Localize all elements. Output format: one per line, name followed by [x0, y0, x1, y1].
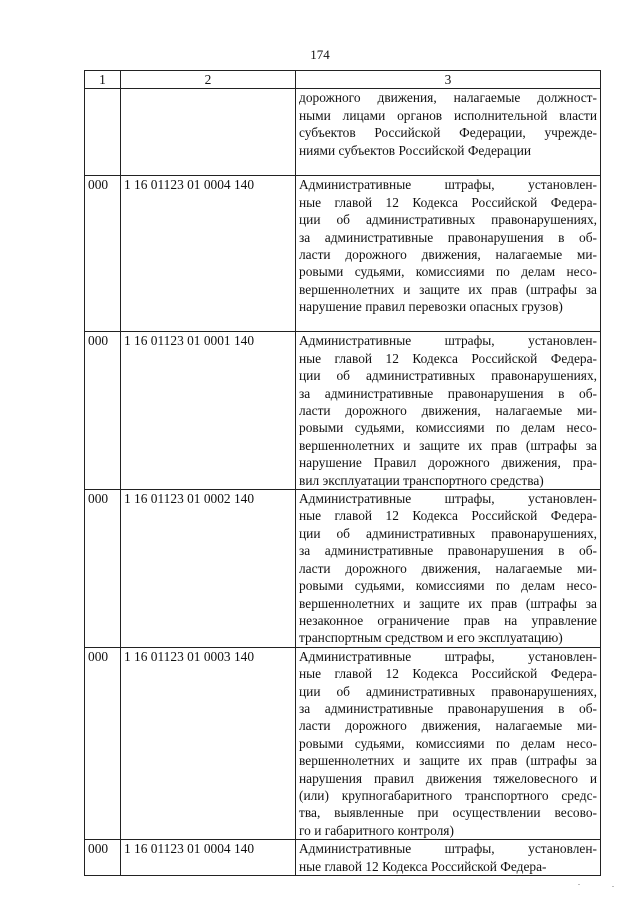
description-line: ниями субъектов Российской Федерации: [299, 142, 532, 158]
description-line: ции об административных правонарушениях,: [299, 212, 597, 228]
scan-artifact: [578, 884, 580, 885]
description-line: за административные правонарушения в об-: [299, 700, 597, 716]
description-line: Административные штрафы, установлен-: [299, 333, 597, 349]
description-line: (или) крупногабаритного транспортного средс-: [299, 787, 597, 803]
description-line: нарушение Правил дорожного движения, пра-: [299, 455, 597, 471]
header-col-2: 2: [121, 71, 296, 89]
description-line: нарушения правил движения тяжеловесного и: [299, 770, 597, 786]
admin-code-cell: 000: [85, 176, 121, 332]
description-line: Административные штрафы, установлен-: [299, 648, 597, 664]
description-line: ные главой 12 Кодекса Российской Федера-: [299, 858, 547, 874]
budget-classification-code-cell: 1 16 01123 01 0001 140: [121, 332, 296, 490]
description-line: Административные штрафы, установлен-: [299, 177, 597, 193]
description-line: ными лицами органов исполнительной власти: [299, 107, 597, 123]
table-row: [85, 89, 601, 176]
admin-code-cell: 000: [85, 332, 121, 490]
description-line: ровыми судьями, комиссиями по делам несо-: [299, 420, 597, 436]
description-line: ровыми судьями, комиссиями по делам несо-: [299, 735, 597, 751]
description-line: ласти дорожного движения, налагаемые ми-: [299, 403, 597, 419]
description-line: Административные штрафы, установлен-: [299, 491, 597, 507]
budget-code-table: [84, 70, 601, 876]
description-line: ные главой 12 Кодекса Российской Федера-: [299, 194, 597, 210]
description-cell: [296, 490, 601, 648]
description-line: вил эксплуатации транспортного средства): [299, 472, 544, 488]
table-row: [85, 490, 601, 648]
description-line: вершеннолетних и защите их прав (штрафы за: [299, 281, 597, 297]
description-cell: [296, 89, 601, 176]
description-line: ласти дорожного движения, налагаемые ми-: [299, 718, 597, 734]
description-line: ные главой 12 Кодекса Российской Федера-: [299, 350, 597, 366]
description-line: ции об административных правонарушениях,: [299, 368, 597, 384]
description-line: го и габаритного контроля): [299, 822, 454, 838]
description-cell: [296, 176, 601, 332]
description-cell: [296, 647, 601, 839]
description-cell: [296, 840, 601, 876]
budget-classification-code-cell: 1 16 01123 01 0002 140: [121, 490, 296, 648]
admin-code-cell: 000: [85, 647, 121, 839]
description-line: ные главой 12 Кодекса Российской Федера-: [299, 666, 597, 682]
description-line: ласти дорожного движения, налагаемые ми-: [299, 247, 597, 263]
budget-classification-code-cell: 1 16 01123 01 0003 140: [121, 647, 296, 839]
description-line: за административные правонарушения в об-: [299, 385, 597, 401]
description-line: ласти дорожного движения, налагаемые ми-: [299, 560, 597, 576]
header-col-3: 3: [296, 71, 601, 89]
description-line: дорожного движения, налагаемые должност-: [299, 90, 597, 106]
description-line: нарушение правил перевозки опасных грузов): [299, 299, 563, 315]
table-row: [85, 176, 601, 332]
budget-classification-code-cell: [121, 89, 296, 176]
description-line: ции об административных правонарушениях,: [299, 683, 597, 699]
description-line: ровыми судьями, комиссиями по делам несо-: [299, 264, 597, 280]
description-line: незаконное ограничение прав на управление: [299, 612, 597, 628]
description-cell: [296, 332, 601, 490]
admin-code-cell: 000: [85, 840, 121, 876]
description-line: ные главой 12 Кодекса Российской Федера-: [299, 508, 597, 524]
header-col-1: 1: [85, 71, 121, 89]
description-line: за административные правонарушения в об-: [299, 543, 597, 559]
description-line: вершеннолетних и защите их прав (штрафы за: [299, 753, 597, 769]
description-line: транспортным средством и его эксплуатацию): [299, 630, 563, 646]
description-line: вершеннолетних и защите их прав (штрафы за: [299, 595, 597, 611]
description-line: вершеннолетних и защите их прав (штрафы за: [299, 437, 597, 453]
page-number: 174: [310, 47, 330, 62]
description-line: ровыми судьями, комиссиями по делам несо-: [299, 578, 597, 594]
description-line: ции об административных правонарушениях,: [299, 525, 597, 541]
scan-artifact: [612, 886, 614, 887]
table-row: [85, 840, 601, 876]
table-row: [85, 647, 601, 839]
admin-code-cell: 000: [85, 490, 121, 648]
table-header-row: [85, 71, 601, 89]
description-line: за административные правонарушения в об-: [299, 229, 597, 245]
description-line: субъектов Российской Федерации, учрежде-: [299, 125, 597, 141]
admin-code-cell: [85, 89, 121, 176]
table-row: [85, 332, 601, 490]
budget-classification-code-cell: 1 16 01123 01 0004 140: [121, 840, 296, 876]
description-line: тва, выявленные при осуществлении весово-: [299, 805, 597, 821]
budget-classification-code-cell: 1 16 01123 01 0004 140: [121, 176, 296, 332]
description-line: Административные штрафы, установлен-: [299, 841, 597, 857]
